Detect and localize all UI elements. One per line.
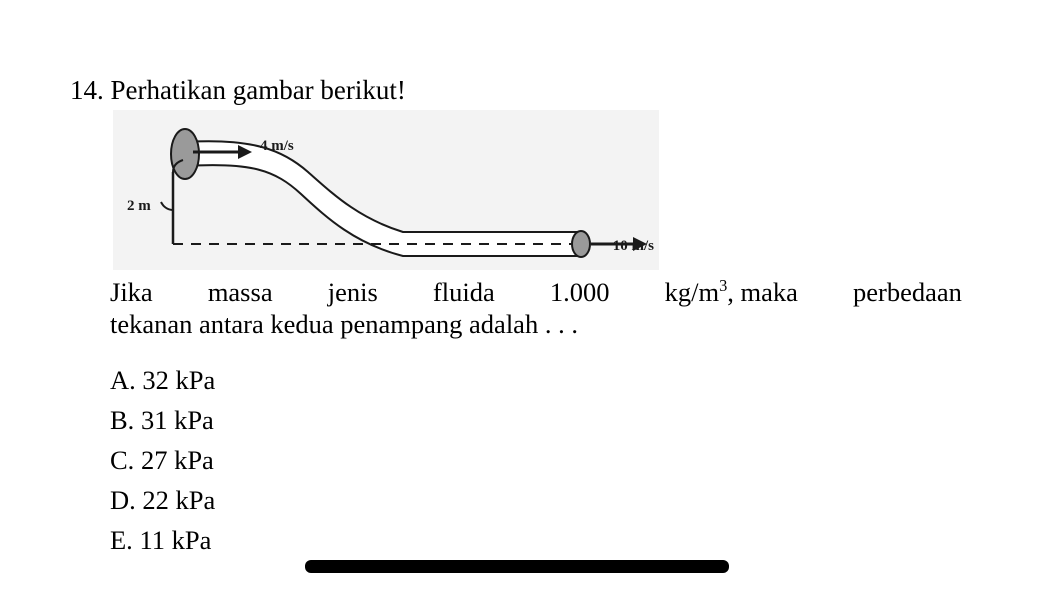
statement-line-1 — [110, 276, 962, 308]
option-d[interactable] — [110, 480, 215, 520]
option-b-letter: B. — [110, 405, 135, 435]
option-c[interactable] — [110, 440, 215, 480]
option-e-letter: E. — [110, 525, 133, 555]
label-bottom-speed: 10 m/s — [612, 238, 654, 254]
statement-word-1: Jika — [110, 277, 153, 307]
statement-word-5: 1.000 — [549, 277, 610, 307]
answer-options — [110, 360, 215, 560]
option-a-text: 32 kPa — [142, 365, 216, 395]
statement-unit-group — [665, 276, 798, 308]
question-statement — [110, 276, 962, 340]
statement-word-3: jenis — [327, 277, 378, 307]
question-prompt: 14. Perhatikan gambar berikut! — [70, 75, 406, 105]
option-c-text: 27 kPa — [140, 445, 214, 475]
label-height: 2 m — [127, 198, 151, 214]
statement-comma: , maka — [727, 277, 798, 307]
label-top-speed: 4 m/s — [260, 138, 294, 154]
option-d-text: 22 kPa — [142, 485, 216, 515]
bottom-rule — [305, 560, 729, 573]
right-pipe-opening — [572, 231, 590, 257]
option-a-letter: A. — [110, 365, 136, 395]
option-c-letter: C. — [110, 445, 135, 475]
option-b[interactable] — [110, 400, 215, 440]
physics-figure — [113, 110, 659, 270]
height-bracket-mid-hook — [161, 202, 173, 210]
statement-line-2: tekanan antara kedua penampang adalah . . . — [110, 309, 578, 339]
left-pipe-opening — [171, 129, 199, 179]
option-e-text: 11 kPa — [139, 525, 212, 555]
statement-word-8: perbedaan — [853, 277, 962, 307]
option-a[interactable] — [110, 360, 215, 400]
pipe-diagram-svg — [113, 110, 659, 270]
option-b-text: 31 kPa — [140, 405, 214, 435]
statement-word-2: massa — [207, 277, 273, 307]
pipe-body — [185, 141, 581, 256]
option-e[interactable] — [110, 520, 215, 560]
statement-unit: kg/m — [664, 277, 720, 307]
statement-word-4: fluida — [432, 277, 495, 307]
statement-unit-exponent: 3 — [719, 276, 728, 296]
option-d-letter: D. — [110, 485, 136, 515]
